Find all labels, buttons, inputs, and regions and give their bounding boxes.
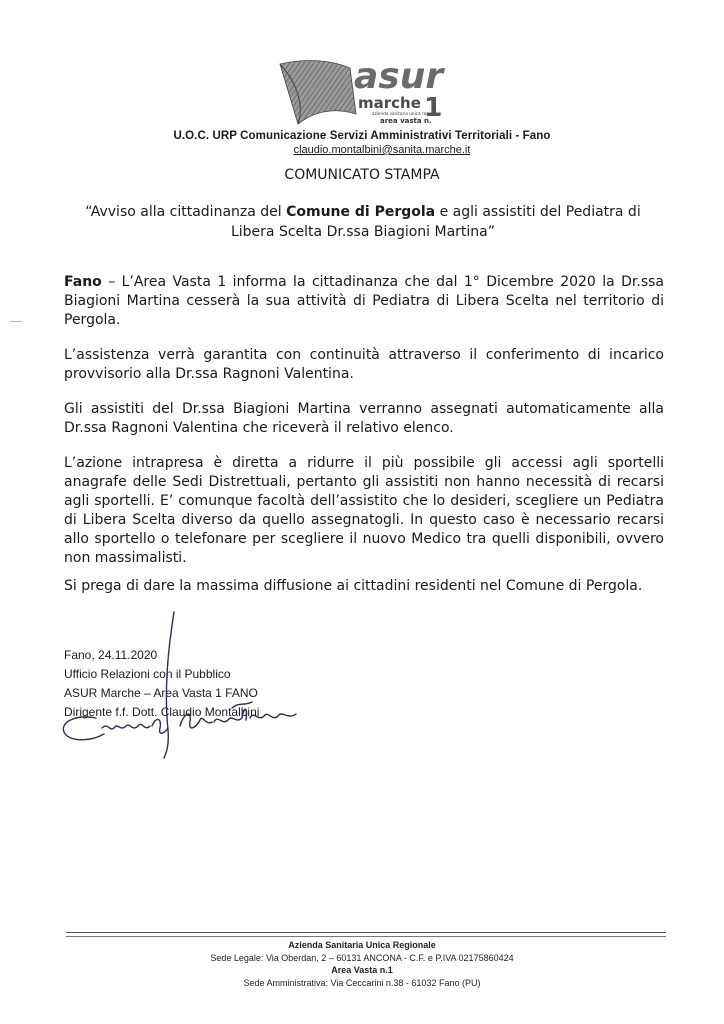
- asur-marche-logo: [276, 54, 448, 132]
- signature-organization: ASUR Marche – Area Vasta 1 FANO: [64, 686, 258, 700]
- svg-text:asur: asur: [354, 56, 444, 97]
- footer-admin-address: Sede Amministrativa: Via Ceccarini n.38 - 61032 Fano (PU): [243, 978, 481, 988]
- svg-text:azienda sanitaria unica region: azienda sanitaria unica regionale: [372, 111, 442, 116]
- office-header: U.O.C. URP Comunicazione Servizi Amministrativi Territoriali - Fano: [173, 130, 551, 142]
- paragraph-continuity: L’assistenza verrà garantita con continuità attraverso il conferimento di incarico provvisorio alla Dr.ssa Ragnoni Valentina.: [64, 347, 664, 382]
- footer-company: Azienda Sanitaria Unica Regionale: [288, 940, 436, 950]
- margin-mark: [10, 321, 22, 322]
- document-subject: “Avviso alla cittadinanza del Comune di Pergola e agli assistiti del Pediatra di Libera Scelta Dr.ssa Biagioni Martina”: [85, 204, 641, 240]
- place-date: Fano, 24.11.2020: [64, 648, 158, 662]
- document-title: COMUNICATO STAMPA: [284, 167, 440, 183]
- office-email[interactable]: claudio.montalbini@sanita.marche.it: [293, 144, 471, 156]
- signature-block: [64, 646, 259, 722]
- footer-legal-address: Sede Legale: Via Oberdan, 2 – 60131 ANCONA - C.F. e P.IVA 02175860424: [210, 953, 514, 963]
- signature-office: Ufficio Relazioni con il Pubblico: [64, 667, 231, 681]
- paragraph-diffusion: Si prega di dare la massima diffusione ai cittadini residenti nel Comune di Pergola.: [64, 578, 643, 594]
- signature-role: Dirigente f.f. Dott. Claudio Montalbini: [64, 705, 260, 719]
- paragraph-assignment: Gli assistiti del Dr.ssa Biagioni Martina verranno assegnati automaticamente alla Dr.ssa Ragnoni Valentina che riceverà il relativo elenco.: [64, 401, 664, 436]
- svg-text:1: 1: [424, 93, 443, 123]
- svg-text:area vasta n.: area vasta n.: [380, 117, 432, 125]
- paragraph-lead: Fano: [64, 274, 102, 290]
- subject-municipality: Comune di Pergola: [286, 204, 436, 220]
- svg-text:marche: marche: [358, 94, 421, 112]
- footer-divider-thin: [66, 936, 666, 937]
- paragraph-announcement: Fano – L’Area Vasta 1 informa la cittadinanza che dal 1° Dicembre 2020 la Dr.ssa Biagioni Martina cesserà la sua attività di Pediatra di Libera Scelta nel territorio di Pergola.: [64, 274, 664, 328]
- paragraph-action: L’azione intrapresa è diretta a ridurre il più possibile gli accessi agli sportelli anagrafe delle Sedi Distrettuali, pertanto gli assistiti non hanno necessità di recarsi agli sportelli. E’ comunque facoltà dell’assistito che lo desideri, scegliere un Pediatra di Libera Scelta diverso da quello assegnatogli. In questo caso è necessario recarsi allo sportello o telefonare per scegliere il nuovo Medico tra quelli disponibili, ovvero non massimalisti.: [64, 455, 664, 566]
- footer-area: Area Vasta n.1: [331, 965, 393, 975]
- footer-divider: [66, 932, 666, 933]
